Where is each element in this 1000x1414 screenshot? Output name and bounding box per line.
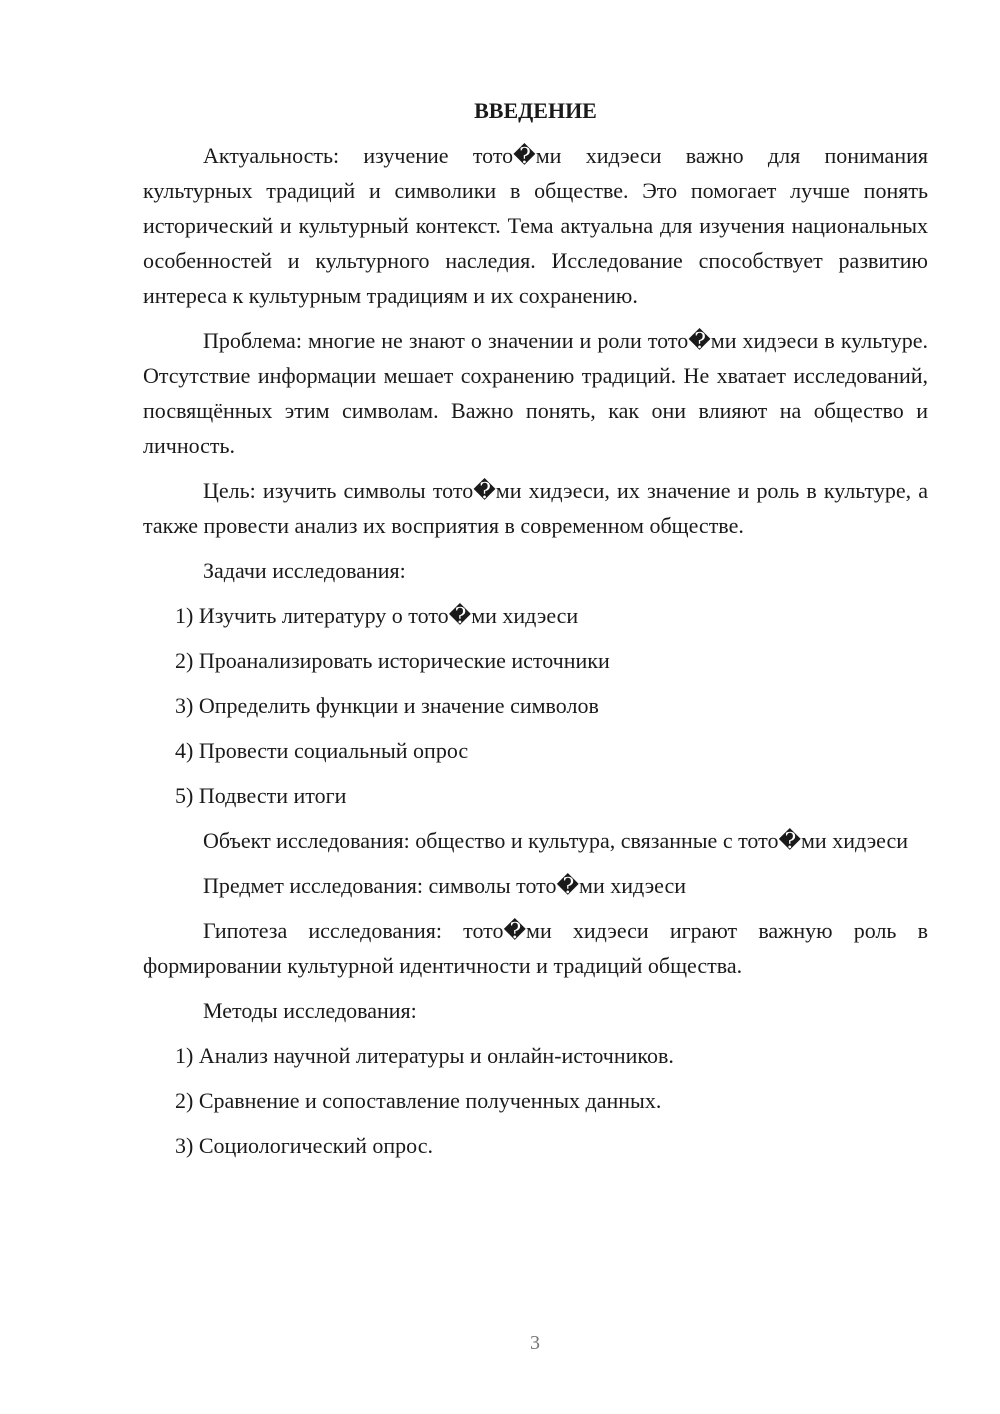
object-paragraph: Объект исследования: общество и культура, связанные с тото�ми хидэеси: [203, 828, 908, 853]
relevance-paragraph: Актуальность: изучение тото�ми хидэеси важно для понимания культурных традиций и символики в обществе. Это помогает лучше понять исторический и культурный контекст. Тема актуальна для изучения национальных особенностей и культурного наследия. Исследование способствует развитию интереса к культурным традициям и их сохранению.: [143, 143, 928, 308]
problem-paragraph: Проблема: многие не знают о значении и роли тото�ми хидэеси в культуре. Отсутствие информации мешает сохранению традиций. Не хватает исследований, посвящённых этим символам. Важно понять, как они влияют на общество и личность.: [143, 328, 928, 458]
task-item: 3) Определить функции и значение символов: [175, 693, 599, 718]
task-item: 2) Проанализировать исторические источники: [175, 648, 610, 673]
page-number: 3: [530, 1332, 540, 1354]
page-content: [143, 93, 928, 1173]
subject-paragraph: Предмет исследования: символы тото�ми хидэеси: [203, 873, 687, 898]
method-item: 3) Социологический опрос.: [175, 1133, 433, 1158]
task-item: 1) Изучить литературу о тото�ми хидэеси: [175, 603, 579, 628]
hypothesis-paragraph: Гипотеза исследования: тото�ми хидэеси играют важную роль в формировании культурной идентичности и традиций общества.: [143, 918, 928, 978]
goal-paragraph: Цель: изучить символы тото�ми хидэеси, их значение и роль в культуре, а также провести анализ их восприятия в современном обществе.: [143, 478, 928, 538]
methods-heading: Методы исследования:: [203, 998, 417, 1023]
task-item: 5) Подвести итоги: [175, 783, 347, 808]
tasks-heading: Задачи исследования:: [203, 558, 406, 583]
method-item: 2) Сравнение и сопоставление полученных данных.: [175, 1088, 662, 1113]
method-item: 1) Анализ научной литературы и онлайн-источников.: [175, 1043, 674, 1068]
section-title: ВВЕДЕНИЕ: [474, 98, 597, 123]
task-item: 4) Провести социальный опрос: [175, 738, 469, 763]
